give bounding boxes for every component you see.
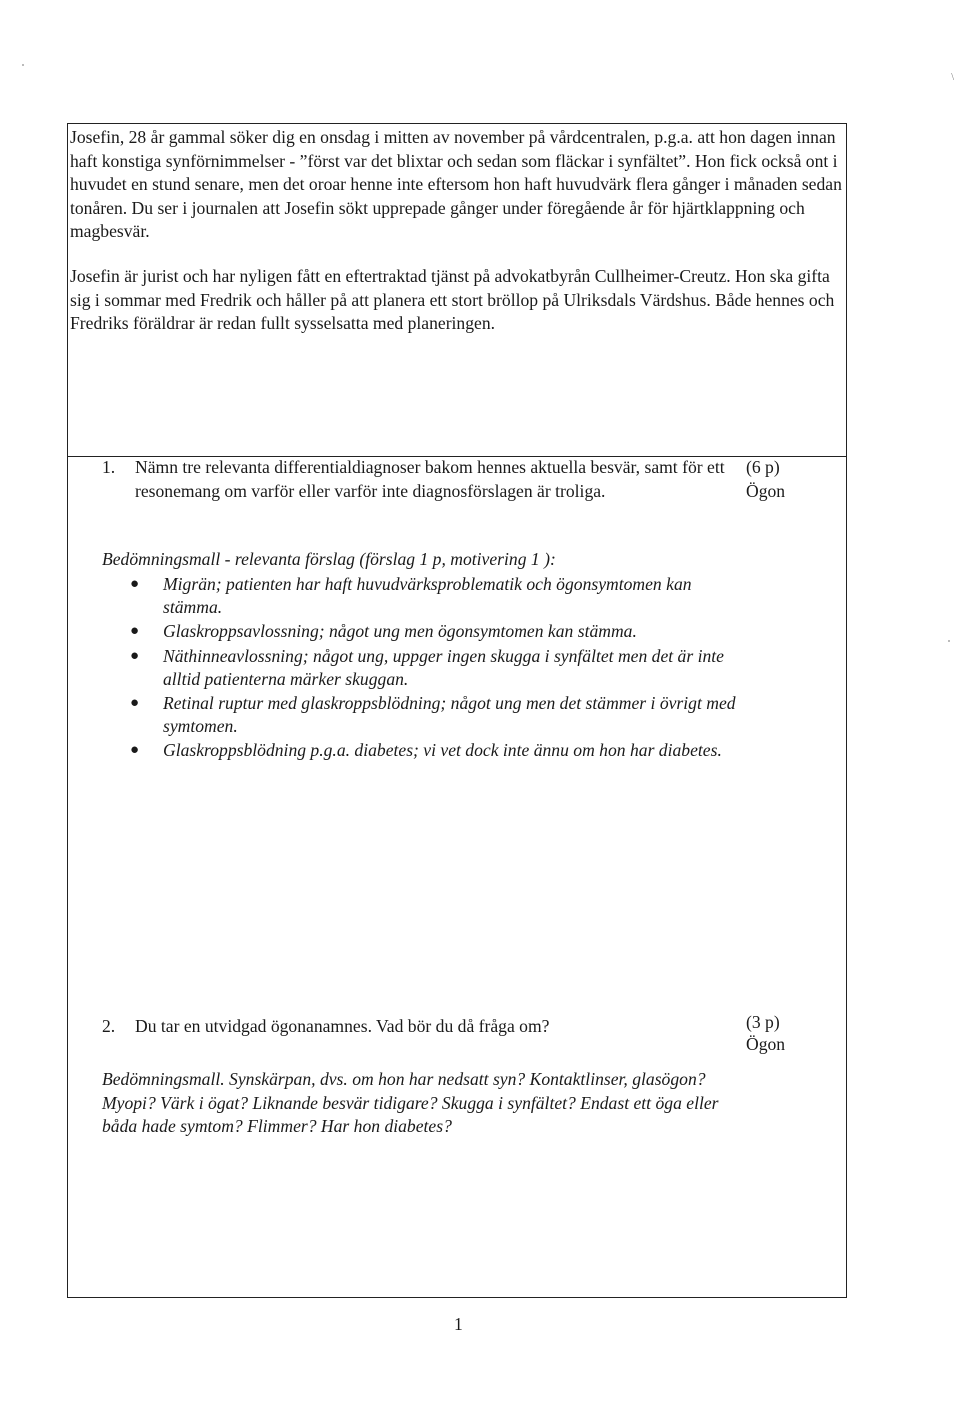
rubric-item-text: Migrän; patienten har haft huvudvärksproblematik och ögonsymtomen kan stämma. [163, 574, 692, 618]
question-2-number: 2. [102, 1016, 116, 1036]
case-description [70, 126, 845, 336]
question-1-points-block [746, 456, 836, 503]
margin-mark: \ [951, 72, 954, 83]
rubric-item-text: Glaskroppsblödning p.g.a. diabetes; vi vet dock inte ännu om hon har diabetes. [163, 740, 722, 761]
rubric-item-text: Glaskroppsavlossning; något ung men ögonsymtomen kan stämma. [163, 621, 637, 642]
bullet-icon: ● [130, 647, 140, 664]
question-2-points: (3 p) [746, 1012, 780, 1032]
question-2-rubric: Bedömningsmall. Synskärpan, dvs. om hon har nedsatt syn? Kontaktlinser, glasögon? Myopi? Värk i ögat? Liknande besvär tidigare? Skugga i synfältet? Endast ett öga eller båda hade symtom? Flimmer? Har hon diabetes? [102, 1069, 719, 1136]
rubric-item-text: Näthinneavlossning; något ung, uppger ingen skugga i synfältet men det är inte alltid patienterna märker skuggan. [163, 645, 724, 689]
rubric-item [130, 645, 740, 691]
bullet-icon: ● [130, 695, 140, 712]
question-1-rubric-title: Bedömningsmall - relevanta förslag (förslag 1 p, motivering 1 ): [102, 549, 556, 569]
rubric-item [130, 573, 740, 619]
bullet-icon: ● [130, 576, 140, 592]
page-number: 1 [454, 1314, 463, 1334]
case-paragraph-2: Josefin är jurist och har nyligen fått en eftertraktad tjänst på advokatbyrån Cullheimer-Creutz. Hon ska gifta sig i sommar med Fredrik och håller på att planera ett stort bröllop på Ulriksdals Värdshus. Både hennes och Fredriks föräldrar är redan fullt sysselsatta med planeringen. [70, 265, 835, 334]
question-1-subject: Ögon [746, 480, 786, 501]
scan-artifact [22, 64, 24, 66]
question-2-subject: Ögon [746, 1034, 786, 1054]
bullet-icon: ● [130, 623, 140, 640]
question-1-rubric-list [130, 573, 740, 764]
rubric-item-text: Retinal ruptur med glaskroppsblödning; något ung men det stämmer i övrigt med symtomen. [163, 693, 736, 737]
question-1-number: 1. [102, 457, 116, 477]
question-2-text: Du tar en utvidgad ögonanamnes. Vad bör du då fråga om? [135, 1016, 550, 1036]
bullet-icon: ● [130, 742, 140, 759]
scan-artifact [948, 640, 950, 642]
question-2-points-block [746, 1011, 836, 1055]
question-1-points: (6 p) [746, 457, 780, 477]
case-paragraph-1: Josefin, 28 år gammal söker dig en onsdag i mitten av november på vårdcentralen, p.g.a. att hon dagen innan haft konstiga synförnimmelser - ”först var det blixtar och sedan som fläckar i synfältet”. Hon fick också ont i huvudet en stund senare, men det oroar henne inte eftersom hon haft huvudvärk flera gånger i månaden sedan tonåren. Du ser i journalen att Josefin sökt upprepade gånger under föregående år för hjärtklappning och magbesvär. [70, 127, 842, 242]
rubric-item [130, 620, 740, 643]
rubric-item [130, 692, 740, 738]
question-1-text: Nämn tre relevanta differentialdiagnoser bakom hennes aktuella besvär, samt för ett resonemang om varför eller varför inte diagnosförslagen är troliga. [135, 457, 725, 501]
rubric-item [130, 739, 740, 762]
